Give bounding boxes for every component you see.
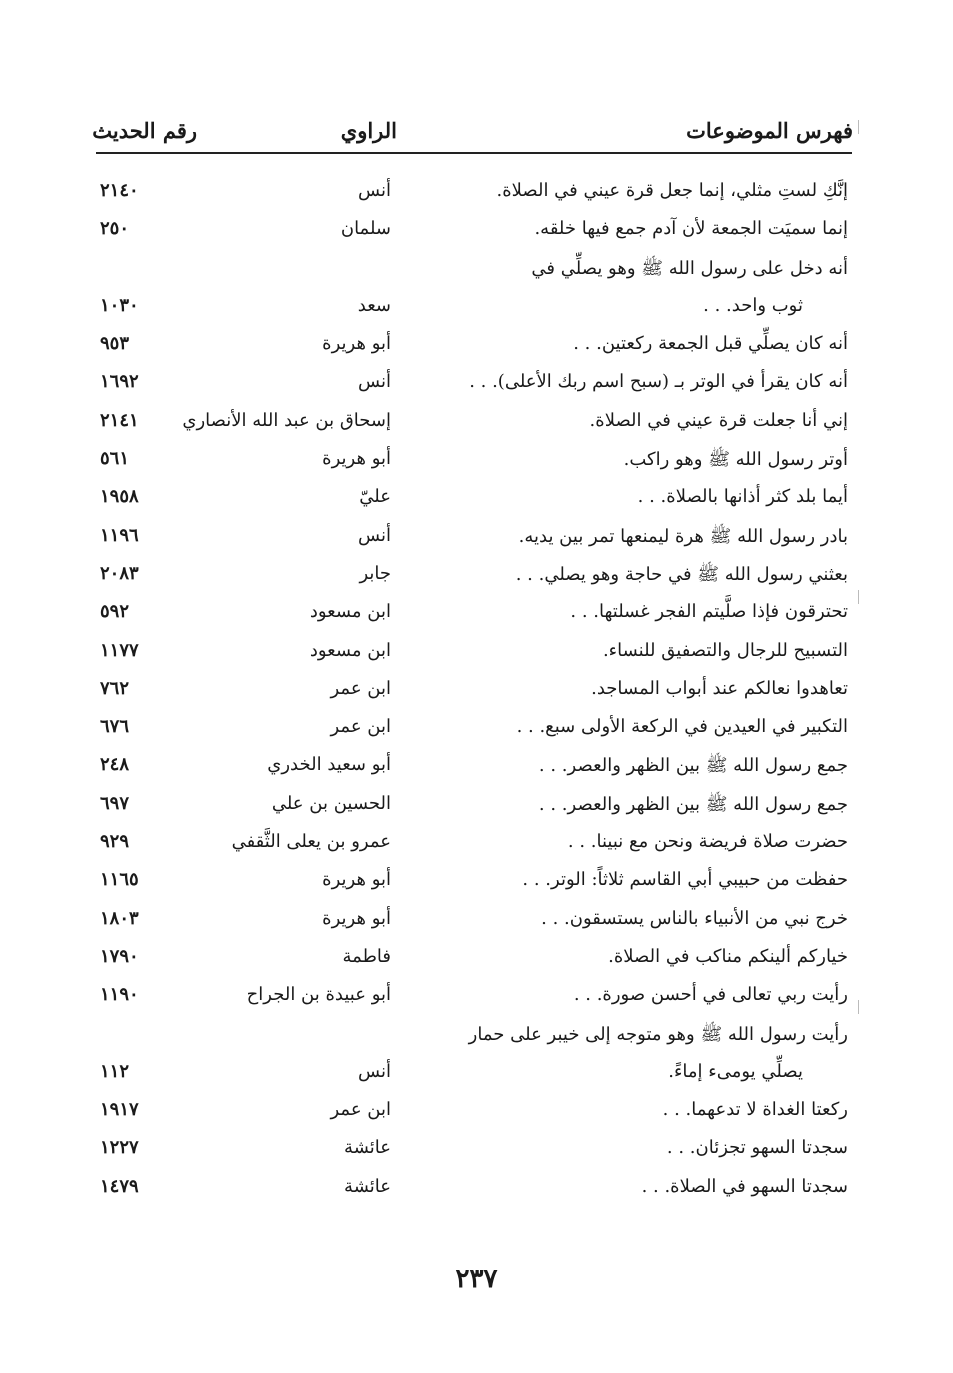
row-narrator: الحسين بن علي [271,792,391,814]
margin-mark [858,1000,859,1014]
row-narrator: ابن عمر [330,716,391,738]
row-narrator: عائشة [344,1175,391,1197]
row-hadith-number: ١٩١٧ [100,1099,139,1121]
row-topic: تعاهدوا نعالكم عند أبواب المساجد. [591,677,848,699]
row-topic: جمع رسول الله ﷺ بين الظهر والعصر. . . [538,755,848,777]
row-hadith-number: ١٨٠٣ [100,907,139,929]
row-hadith-number: ١٢٢٧ [100,1137,139,1159]
index-row [0,1133,953,1171]
row-topic: خياركم ألينكم مناكب في الصلاة. [608,945,848,967]
index-row [0,942,953,980]
row-topic: حضرت صلاة فريضة ونحن مع نبينا. . . [567,831,848,853]
row-narrator: أبو هريرة [322,333,391,355]
row-narrator: أنس [358,524,391,546]
row-topic: يصلِّي يومىء إماءً. [668,1060,803,1082]
index-row [0,214,953,252]
row-hadith-number: ١٠٣٠ [100,294,139,316]
row-narrator: ابن مسعود [309,601,391,623]
row-hadith-number: ٧٦٢ [100,677,130,699]
row-topic: التكبير في العيدين في الركعة الأولى سبع. . . [516,716,848,738]
index-row [0,865,953,903]
row-narrator: أنس [358,1060,391,1082]
row-hadith-number: ٢١٤١ [100,409,139,431]
row-narrator: أبو هريرة [322,907,391,929]
index-row [0,444,953,482]
row-hadith-number: ١٩٥٨ [100,486,139,508]
page-number: ٢٣٧ [455,1264,498,1294]
index-row [0,291,953,329]
row-hadith-number: ٩٢٩ [100,831,130,853]
row-hadith-number: ٥٦١ [100,448,130,470]
row-narrator: ابن عمر [330,677,391,699]
row-narrator: ابن مسعود [309,639,391,661]
index-row [0,406,953,444]
row-hadith-number: ٦٧٦ [100,716,130,738]
index-row [0,750,953,788]
row-narrator: عائشة [344,1137,391,1159]
row-topic: سجدتا السهو في الصلاة. . . [641,1175,848,1197]
row-narrator: أنس [358,180,391,201]
row-topic: أنه كان يقرأ في الوتر بـ (سبح اسم ربك الأعلى). . . [469,371,848,393]
index-row [0,482,953,520]
margin-mark [858,590,859,604]
index-row [0,904,953,942]
row-topic: بادر رسول الله ﷺ هرة ليمنعها تمر بين يديه. [518,525,848,547]
row-narrator: سعد [357,294,391,316]
row-narrator: عليّ [359,486,391,508]
row-hadith-number: ١١٦٥ [100,869,139,891]
row-hadith-number: ٢٥٠ [100,218,130,240]
row-hadith-number: ١١٢ [100,1060,130,1082]
row-hadith-number: ١١٩٦ [100,524,139,546]
row-narrator: سلمان [340,218,391,240]
index-row [0,559,953,597]
header-rule [96,152,852,154]
row-hadith-number: ١٦٩٢ [100,371,139,393]
index-row [0,789,953,827]
row-narrator: جابر [359,562,391,584]
row-narrator: أبو سعيد الخدري [267,754,391,776]
row-topic: إني أنا جعلت قرة عيني في الصلاة. [589,409,848,431]
index-row [0,329,953,367]
index-row [0,253,953,291]
row-hadith-number: ٢١٤٠ [100,180,139,201]
index-row [0,980,953,1018]
index-row [0,1172,953,1210]
row-topic: حفظت من حبيبي أبي القاسم ثلاثاً: الوتر. . . [522,869,848,891]
row-topic: أنه دخل على رسول الله ﷺ وهو يصلِّي في [531,257,848,279]
row-topic: ثوب واحد. . . [703,294,803,316]
row-topic: التسبيح للرجال والتصفيق للنساء. [602,639,848,661]
index-row [0,712,953,750]
header-hadith-number: رقم الحديث [92,118,197,143]
row-narrator: عمرو بن يعلى الثَّقفي [231,831,391,853]
row-topic: أنه كان يصلِّي قبل الجمعة ركعتين. . . [573,333,848,355]
index-row [0,1095,953,1133]
row-hadith-number: ٥٩٢ [100,601,130,623]
index-rows [0,176,953,1210]
header-narrator: الراوي [340,118,397,143]
row-hadith-number: ٩٥٣ [100,333,130,355]
header-topic: فهرس الموضوعات [686,118,853,143]
index-row [0,827,953,865]
row-hadith-number: ٢٤٨ [100,754,130,776]
row-narrator: ابن عمر [330,1099,391,1121]
row-hadith-number: ٢٠٨٣ [100,562,139,584]
row-narrator: أنس [358,371,391,393]
row-topic: رأيت ربي تعالى في أحسن صورة. . . [573,984,848,1006]
index-row [0,521,953,559]
row-topic: تحترقون فإذا صلَّيتم الفجر غسلتها. . . [570,601,848,623]
row-hadith-number: ١٤٧٩ [100,1175,139,1197]
row-narrator: أبو هريرة [322,869,391,891]
row-topic: رأيت رسول الله ﷺ وهو متوجه إلى خيبر على حمار [468,1023,848,1045]
index-row [0,367,953,405]
row-hadith-number: ٦٩٧ [100,792,130,814]
row-hadith-number: ١٧٩٠ [100,945,139,967]
row-topic: بعثني رسول الله ﷺ في حاجة وهو يصلي. . . [515,563,848,585]
row-topic: إنما سميَت الجمعة لأن آدم جمع فيها خلقه. [534,218,848,240]
index-row [0,674,953,712]
row-topic: سجدتا السهو تجزئان. . . [666,1137,848,1159]
row-narrator: فاطمة [342,945,391,967]
index-row [0,597,953,635]
row-topic: إنَّكِ لستِ مثلي، إنما جعل قرة عيني في الصلاة. [496,180,848,201]
row-topic: أوتر رسول الله ﷺ وهو راكب. [623,449,848,471]
row-narrator: أبو عبيدة بن الجراح [246,984,391,1006]
index-row [0,1019,953,1057]
index-row [0,636,953,674]
row-hadith-number: ١١٩٠ [100,984,139,1006]
row-topic: خرج نبي من الأنبياء بالناس يستسقون. . . [541,907,848,929]
row-hadith-number: ١١٧٧ [100,639,139,661]
row-narrator: إسحاق بن عبد الله الأنصاري [182,409,391,431]
row-narrator: أبو هريرة [322,448,391,470]
row-topic: ركعتا الغداة لا تدعهما. . . [662,1099,848,1121]
index-row [0,176,953,214]
row-topic: أيما بلد كثر أذانها بالصلاة. . . [637,486,848,508]
margin-mark [858,120,859,134]
row-topic: جمع رسول الله ﷺ بين الظهر والعصر. . . [538,793,848,815]
index-row [0,1057,953,1095]
